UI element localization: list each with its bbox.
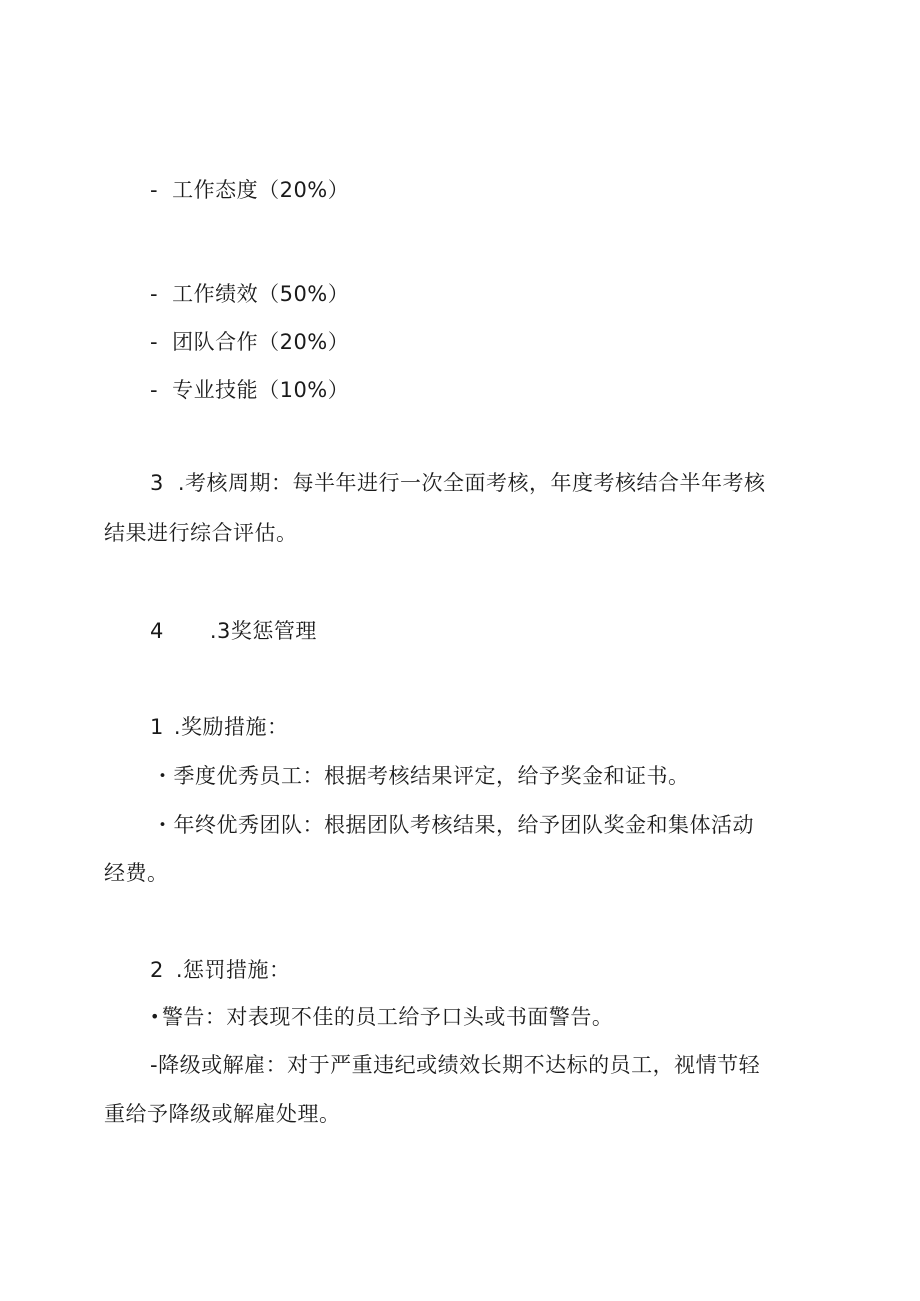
paragraph-text: .惩罚措施： <box>175 958 291 982</box>
penalties-item-warning <box>150 1003 613 1031</box>
list-dash: - <box>150 330 159 354</box>
list-item-text: 季度优秀员工：根据考核结果评定，给予奖金和证书。 <box>173 764 690 788</box>
criteria-text: 专业技能（10%） <box>172 378 350 402</box>
rewards-item-annual-cont <box>104 859 169 887</box>
criteria-item-performance <box>150 280 349 308</box>
list-dash: - <box>150 282 159 306</box>
criteria-text: 团队合作（20%） <box>172 330 350 354</box>
list-item-text: 年终优秀团队：根据团队考核结果，给予团队奖金和集体活动 <box>173 813 754 837</box>
penalties-item-demotion <box>150 1051 760 1079</box>
bullet: - <box>150 1053 159 1077</box>
penalties-item-demotion-cont <box>104 1100 341 1128</box>
paragraph-number: 1 <box>150 715 164 739</box>
cycle-paragraph-line2 <box>104 519 298 547</box>
list-dash: - <box>150 178 159 202</box>
criteria-text: 工作绩效（50%） <box>172 282 350 306</box>
bullet: • <box>150 1007 160 1026</box>
criteria-text: 工作态度（20%） <box>172 178 350 202</box>
paragraph-number: 2 <box>150 958 164 982</box>
penalties-heading <box>150 956 291 984</box>
list-dash: - <box>150 378 159 402</box>
list-item-text: 警告：对表现不佳的员工给予口头或书面警告。 <box>161 1005 614 1029</box>
list-item-text: 经费。 <box>104 861 169 885</box>
paragraph-number: 3 <box>150 471 164 495</box>
section-number: 4 <box>150 619 164 643</box>
bullet: ・ <box>152 764 174 788</box>
criteria-item-skills <box>150 376 349 404</box>
rewards-item-annual <box>152 811 754 839</box>
cycle-paragraph-line1 <box>150 469 766 497</box>
paragraph-text: .考核周期：每半年进行一次全面考核，年度考核结合半年考核 <box>177 471 766 495</box>
rewards-heading <box>150 713 289 741</box>
list-item-text: 重给予降级或解雇处理。 <box>104 1102 341 1126</box>
section-heading <box>150 617 317 645</box>
list-item-text: 降级或解雇：对于严重违纪或绩效长期不达标的员工，视情节轻 <box>158 1053 761 1077</box>
paragraph-text: 结果进行综合评估。 <box>104 521 298 545</box>
rewards-item-quarterly <box>152 762 690 790</box>
criteria-item-teamwork <box>150 328 349 356</box>
bullet: ・ <box>152 813 174 837</box>
criteria-item-attitude <box>150 176 349 204</box>
section-title: .3奖惩管理 <box>209 619 317 643</box>
paragraph-text: .奖励措施： <box>173 715 289 739</box>
